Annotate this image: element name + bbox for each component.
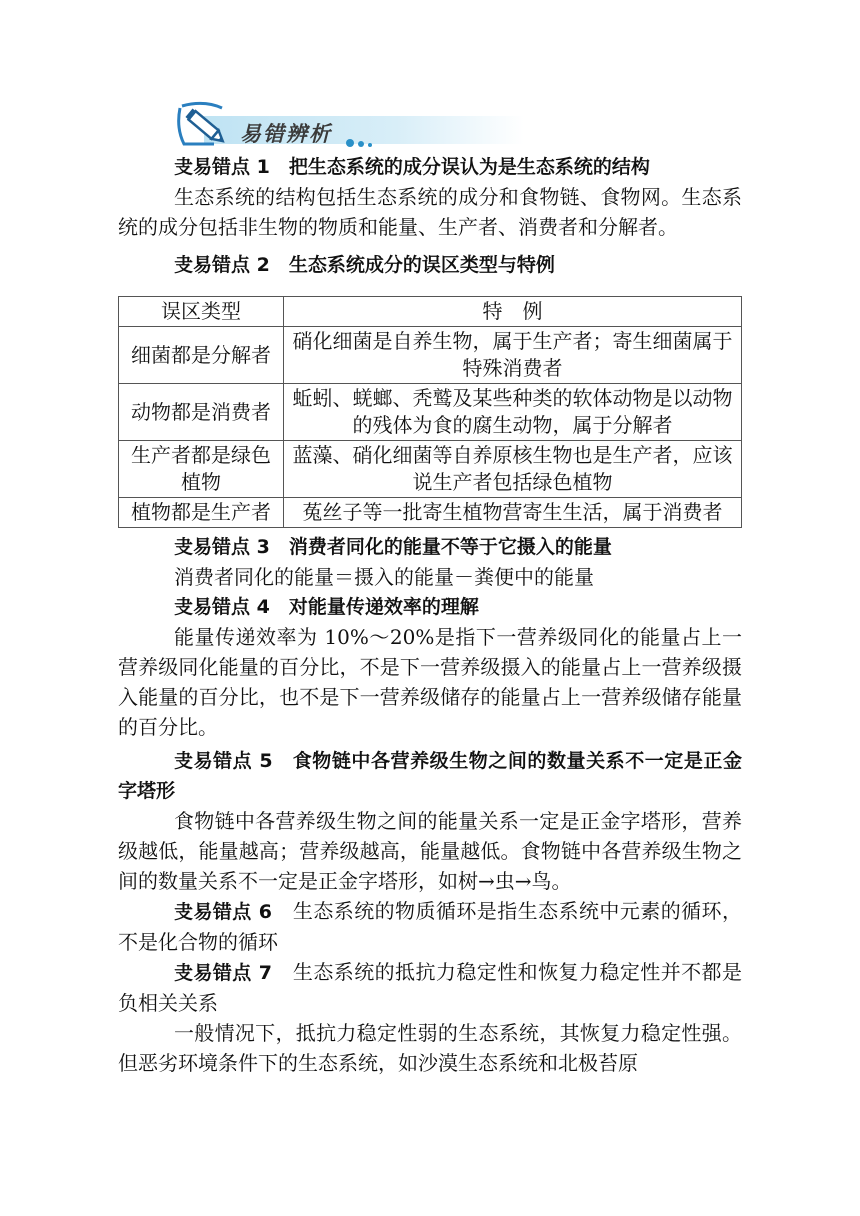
table-row (119, 498, 742, 528)
table-row (119, 384, 742, 441)
paragraph-5: 食物链中各营养级生物之间的能量关系一定是正金字塔形，营养级越低，能量越高；营养级越高，能量越低。食物链中各营养级生物之间的数量关系不一定是正金字塔形，如树→虫→鸟。 (118, 809, 742, 893)
table-cell: 动物都是消费者 (119, 384, 284, 441)
heading-1: 叏易错点 1 把生态系统的成分误认为是生态系统的结构 (174, 156, 650, 178)
paragraph-3: 消费者同化的能量＝摄入的能量－粪便中的能量 (174, 565, 594, 589)
table-cell: 细菌都是分解者 (119, 327, 284, 384)
paragraph-1: 生态系统的结构包括生态系统的成分和食物链、食物网。生态系统的成分包括非生物的物质和能量、生产者、消费者和分解者。 (118, 185, 742, 239)
page-content (118, 96, 742, 1078)
table-cell: 硝化细菌是自养生物，属于生产者；寄生细菌属于特殊消费者 (284, 327, 742, 384)
table-cell: 蓝藻、硝化细菌等自养原核生物也是生产者，应该说生产者包括绿色植物 (284, 441, 742, 498)
heading-6: 叏易错点 6 生态系统的物质循环是指生态系统中元素的循环，不是化合物的循环 (118, 899, 742, 954)
banner-title: 易错辨析 (240, 121, 332, 146)
table-row (119, 441, 742, 498)
heading-3: 叏易错点 3 消费者同化的能量不等于它摄入的能量 (174, 536, 612, 558)
table-cell: 植物都是生产者 (119, 498, 284, 528)
misconception-table (118, 296, 742, 528)
paragraph-4: 能量传递效率为 10%～20%是指下一营养级同化的能量占上一营养级同化能量的百分比，不是下一营养级摄入的能量占上一营养级摄入能量的百分比，也不是下一营养级储存的能量占上一营养级储存能量的百分比。 (118, 625, 742, 739)
table-cell: 菟丝子等一批寄生植物营寄生生活，属于消费者 (284, 498, 742, 528)
table-header: 误区类型 (119, 297, 284, 327)
heading-2: 叏易错点 2 生态系统成分的误区类型与特例 (174, 254, 555, 276)
banner-dots (346, 132, 376, 151)
heading-7: 叏易错点 7 生态系统的抵抗力稳定性和恢复力稳定性并不都是负相关关系 (118, 960, 742, 1015)
pencil-icon (174, 98, 234, 150)
table-row (119, 327, 742, 384)
paragraph-7: 一般情况下，抵抗力稳定性弱的生态系统，其恢复力稳定性强。但恶劣环境条件下的生态系统，如沙漠生态系统和北极苔原 (118, 1021, 742, 1075)
table-cell: 生产者都是绿色植物 (119, 441, 284, 498)
heading-4: 叏易错点 4 对能量传递效率的理解 (174, 596, 479, 618)
section-banner (174, 96, 534, 152)
table-header: 特 例 (284, 297, 742, 327)
heading-5: 叏易错点 5 食物链中各营养级生物之间的数量关系不一定是正金字塔形 (118, 750, 742, 802)
table-header-row (119, 297, 742, 327)
table-cell: 蚯蚓、蜣螂、秃鹫及某些种类的软体动物是以动物的残体为食的腐生动物，属于分解者 (284, 384, 742, 441)
